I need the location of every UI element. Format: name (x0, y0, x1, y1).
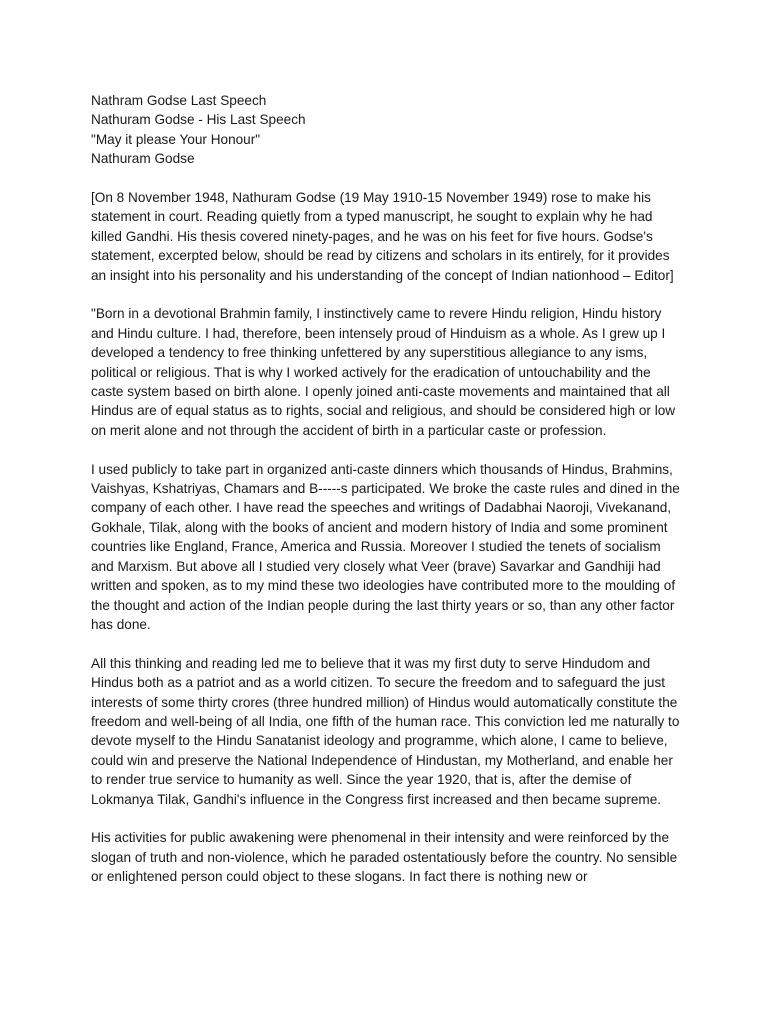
document-subtitle: Nathuram Godse - His Last Speech (91, 112, 306, 128)
document-author: Nathuram Godse (91, 151, 195, 167)
document-quote-title: "May it please Your Honour" (91, 131, 261, 147)
body-paragraph: I used publicly to take part in organized anti-caste dinners which thousands of Hindus, Brahmins, Vaishyas, Kshatriyas, Chamars and B-----s participated. We broke the caste rules and dined in the company of each other. I have read the speeches and writings of Dadabhai Naoroji, Vivekanand, Gokhale, Tilak, along with the books of ancient and modern history of India and some prominent countries like England, France, America and Russia. Moreover I studied the tenets of socialism and Marxism. But above all I studied very closely what Veer (brave) Savarkar and Gandhiji had written and spoken, as to my mind these two ideologies have contributed more to the moulding of the thought and action of the Indian people during the last thirty years or so, than any other factor has done. (91, 461, 680, 632)
body-paragraph: "Born in a devotional Brahmin family, I instinctively came to revere Hindu religion, Hindu history and Hindu culture. I had, therefore, been intensely proud of Hinduism as a whole. As I grew up I developed a tendency to free thinking unfettered by any superstitious allegiance to any isms, political or religious. That is why I worked actively for the eradication of untouchability and the caste system based on birth alone. I openly joined anti-caste movements and maintained that all Hindus are of equal status as to rights, social and religious, and should be considered high or low on merit alone and not through the accident of birth in a particular caste or profession. (91, 306, 676, 438)
document-title: Nathram Godse Last Speech (91, 93, 267, 108)
document-body (91, 91, 683, 906)
editor-note-paragraph: [On 8 November 1948, Nathuram Godse (19 May 1910-15 November 1949) rose to make his statement in court. Reading quietly from a typed manuscript, he sought to explain why he had killed Gandhi. His thesis covered ninety-pages, and he was on his feet for five hours. Godse's statement, excerpted below, should be read by citizens and scholars in its entirely, for it provides an insight into his personality and his understanding of the concept of Indian nationhood – Editor] (91, 190, 674, 283)
body-paragraph: His activities for public awakening were phenomenal in their intensity and were reinforced by the slogan of truth and non-violence, which he paraded ostentatiously before the country. No sensible or enlightened person could object to these slogans. In fact there is nothing new or (91, 830, 678, 885)
body-paragraph: All this thinking and reading led me to believe that it was my first duty to serve Hindudom and Hindus both as a patriot and as a world citizen. To secure the freedom and to safeguard the just interests of some thirty crores (three hundred million) of Hindus would automatically constitute the freedom and well-being of all India, one fifth of the human race. This conviction led me naturally to devote myself to the Hindu Sanatanist ideology and programme, which alone, I came to believe, could win and preserve the National Independence of Hindustan, my Motherland, and enable her to render true service to humanity as well. Since the year 1920, that is, after the demise of Lokmanya Tilak, Gandhi's influence in the Congress first increased and then became supreme. (91, 655, 680, 807)
document-header (91, 91, 683, 169)
